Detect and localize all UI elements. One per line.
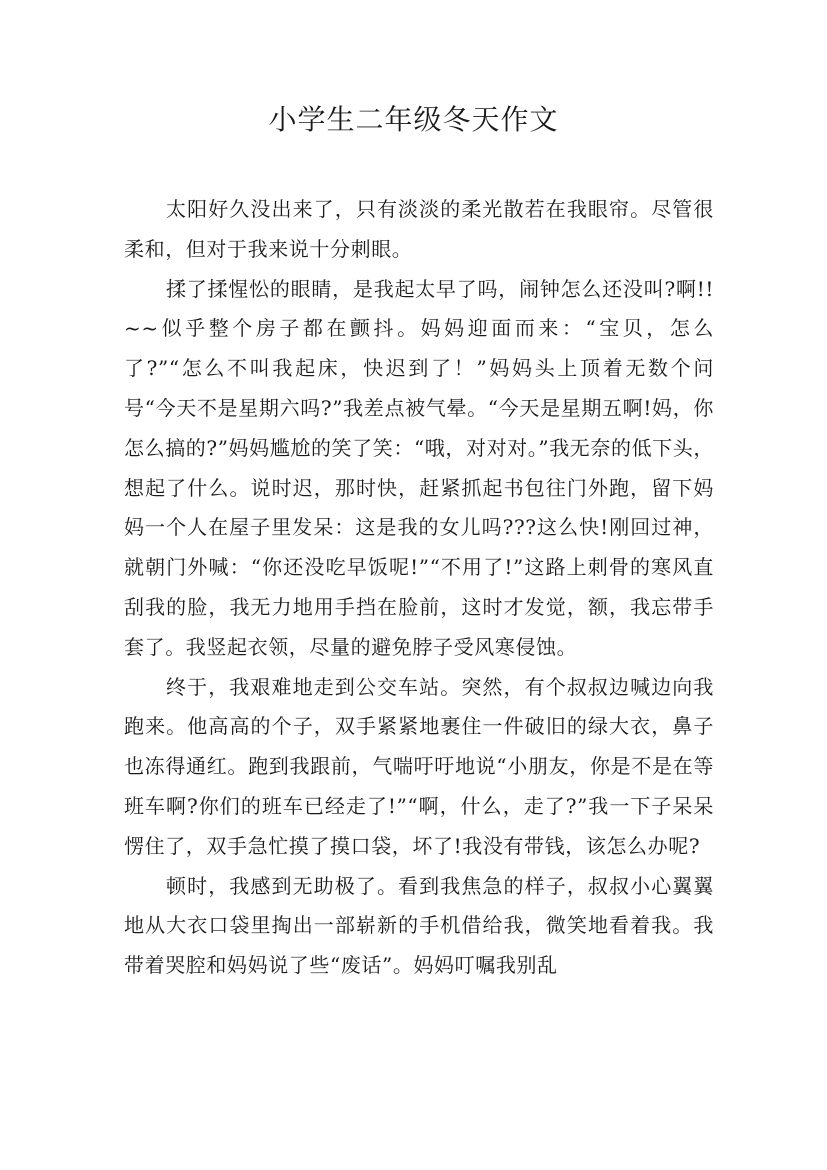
paragraph-4: 顿时，我感到无助极了。看到我焦急的样子，叔叔小心翼翼地从大衣口袋里掏出一部崭新的手机借给我，微笑地看着我。我带着哭腔和妈妈说了些“废话”。妈妈叮嘱我别乱 xyxy=(124,873,714,978)
document-body xyxy=(124,190,714,986)
paragraph-1: 太阳好久没出来了，只有淡淡的柔光散若在我眼帘。尽管很柔和，但对于我来说十分刺眼。 xyxy=(124,197,714,261)
paragraph-2: 揉了揉惺忪的眼睛，是我起太早了吗，闹钟怎么还没叫?啊!!~~似乎整个房子都在颤抖。妈妈迎面而来：“宝贝，怎么了?”“怎么不叫我起床，快迟到了！”妈妈头上顶着无数个问号“今天不是星期六吗?”我差点被气晕。“今天是星期五啊!妈，你怎么搞的?”妈妈尴尬的笑了笑：“哦，对对对。”我无奈的低下头，想起了什么。说时迟，那时快，赶紧抓起书包往门外跑，留下妈妈一个人在屋子里发呆：这是我的女儿吗???这么快!刚回过神，就朝门外喊：“你还没吃早饭呢!”“不用了!”这路上刺骨的寒风直刮我的脸，我无力地用手挡在脸前，这时才发觉，额，我忘带手套了。我竖起衣领，尽量的避免脖子受风寒侵蚀。 xyxy=(124,276,714,659)
document-title: 小学生二年级冬天作文 xyxy=(268,103,559,136)
paragraph-3: 终于，我艰难地走到公交车站。突然，有个叔叔边喊边向我跑来。他高高的个子，双手紧紧地裹住一件破旧的绿大衣，鼻子也冻得通红。跑到我跟前，气喘吁吁地说“小朋友，你是不是在等班车啊?你们的班车已经走了!”“啊，什么，走了?”我一下子呆呆愣住了，双手急忙摸了摸口袋，坏了!我没有带钱，该怎么办呢? xyxy=(124,674,714,858)
